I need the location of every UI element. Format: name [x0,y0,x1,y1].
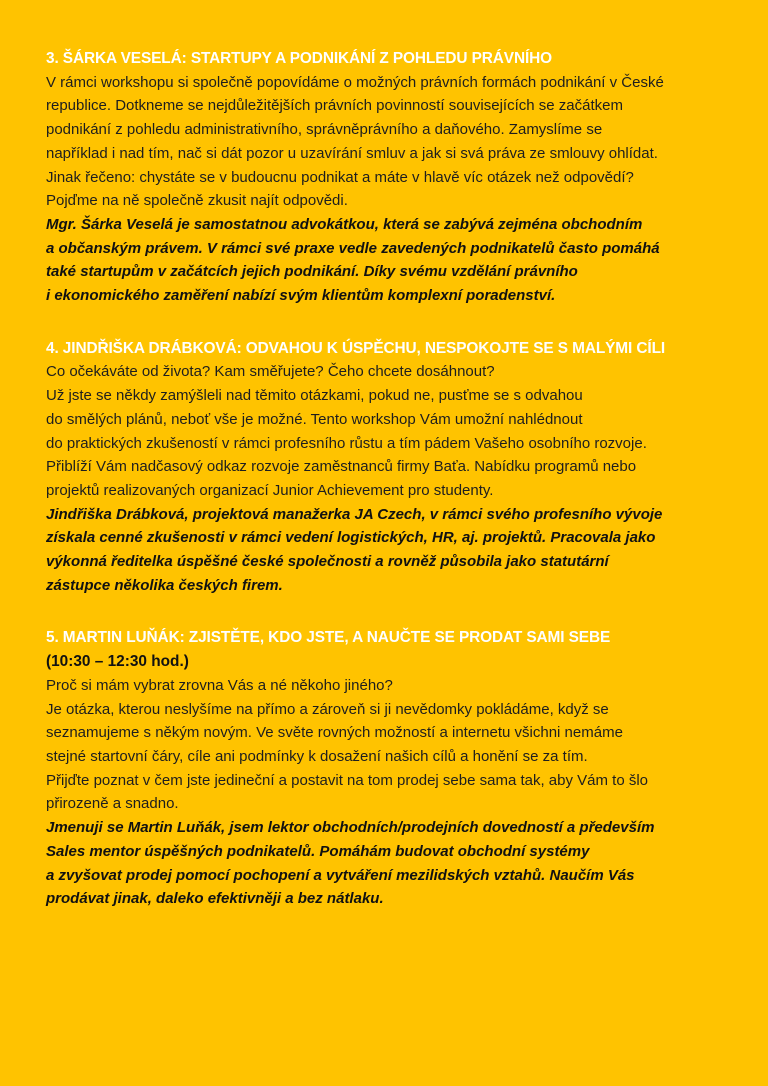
bio-line: získala cenné zkušenosti v rámci vedení logistických, HR, aj. projektů. Pracovala jako [46,529,656,547]
section-description [46,360,728,502]
session-time: (10:30 – 12:30 hod.) [46,653,189,671]
bio-line: Sales mentor úspěšných podnikatelů. Pomáhám budovat obchodní systémy [46,842,590,860]
description-line: Je otázka, kterou neslyšíme na přímo a zároveň si ji nevědomky pokládáme, když se [46,700,609,718]
bio-line: a zvyšovat prodej pomocí pochopení a vytváření mezilidských vztahů. Naučím Vás [46,866,635,884]
bio-line: Jindřiška Drábková, projektová manažerka JA Czech, v rámci svého profesního vývoje [46,505,663,523]
description-line: republice. Dotkneme se nejdůležitějších právních povinností souvisejících se začátkem [46,97,623,115]
workshop-section-4 [46,337,728,598]
description-line: Jinak řečeno: chystáte se v budoucnu podnikat a máte v hlavě víc otázek než odpovědí? [46,168,634,186]
section-heading: 5. MARTIN LUŇÁK: ZJISTĚTE, KDO JSTE, A NAUČTE SE PRODAT SAMI SEBE [46,629,611,647]
description-line: podnikání z pohledu administrativního, správněprávního a daňového. Zamyslíme se [46,121,603,139]
description-line: Přijďte poznat v čem jste jedineční a postavit na tom prodej sebe sama tak, aby Vám to šlo [46,771,649,789]
workshop-section-3 [46,47,728,308]
description-line: Proč si mám vybrat zrovna Vás a né někoho jiného? [46,676,393,694]
section-heading: 3. ŠÁRKA VESELÁ: STARTUPY A PODNIKÁNÍ Z POHLEDU PRÁVNÍHO [46,50,553,67]
speaker-bio [46,816,728,911]
description-line: do smělých plánů, neboť vše je možné. Tento workshop Vám umožní nahlédnout [46,410,583,428]
speaker-bio [46,213,728,308]
description-line: stejné startovní čáry, cíle ani podmínky k dosažení našich cílů a honění se za tím. [46,747,588,765]
description-line: Přiblíží Vám nadčasový odkaz rozvoje zaměstnanců firmy Baťa. Nabídku programů nebo [46,458,637,476]
description-line: Už jste se někdy zamýšleli nad těmito otázkami, pokud ne, pusťme se s odvahou [46,387,583,405]
bio-line: a občanským právem. V rámci své praxe vedle zavedených podnikatelů často pomáhá [46,239,660,257]
bio-line: prodávat jinak, daleko efektivněji a bez nátlaku. [46,890,384,908]
bio-line: zástupce několika českých firem. [46,576,283,594]
description-line: projektů realizovaných organizací Junior Achievement pro studenty. [46,481,494,499]
description-line: seznamujeme s někým novým. Ve světe rovných možností a internetu všichni nemáme [46,724,623,742]
bio-line: Mgr. Šárka Veselá je samostatnou advokátkou, která se zabývá zejména obchodním [46,215,643,233]
description-line: Co očekáváte od života? Kam směřujete? Čeho chcete dosáhnout? [46,363,495,381]
section-description [46,71,728,213]
section-heading: 4. JINDŘIŠKA DRÁBKOVÁ: ODVAHOU K ÚSPĚCHU, NESPOKOJTE SE S MALÝMI CÍLI [46,339,666,357]
section-description [46,674,728,816]
description-line: například i nad tím, nač si dát pozor u uzavírání smluv a jak si svá práva ze smlouvy ohlídat. [46,144,658,162]
description-line: přirozeně a snadno. [46,795,179,813]
description-line: do praktických zkušeností v rámci profesního růstu a tím pádem Vašeho osobního rozvoje. [46,434,647,452]
description-line: Pojďme na ně společně zkusit najít odpovědi. [46,192,348,210]
bio-line: také startupům v začátcích jejich podnikání. Díky svému vzdělání právního [46,263,578,281]
bio-line: výkonná ředitelka úspěšné české společnosti a rovněž působila jako statutární [46,553,609,571]
description-line: V rámci workshopu si společně popovídáme o možných právních formách podnikání v České [46,73,664,91]
workshop-section-5 [46,626,728,910]
bio-line: Jmenuji se Martin Luňák, jsem lektor obchodních/prodejních dovedností a především [46,819,655,837]
bio-line: i ekonomického zaměření nabízí svým klientům komplexní poradenství. [46,287,556,305]
speaker-bio [46,503,728,598]
